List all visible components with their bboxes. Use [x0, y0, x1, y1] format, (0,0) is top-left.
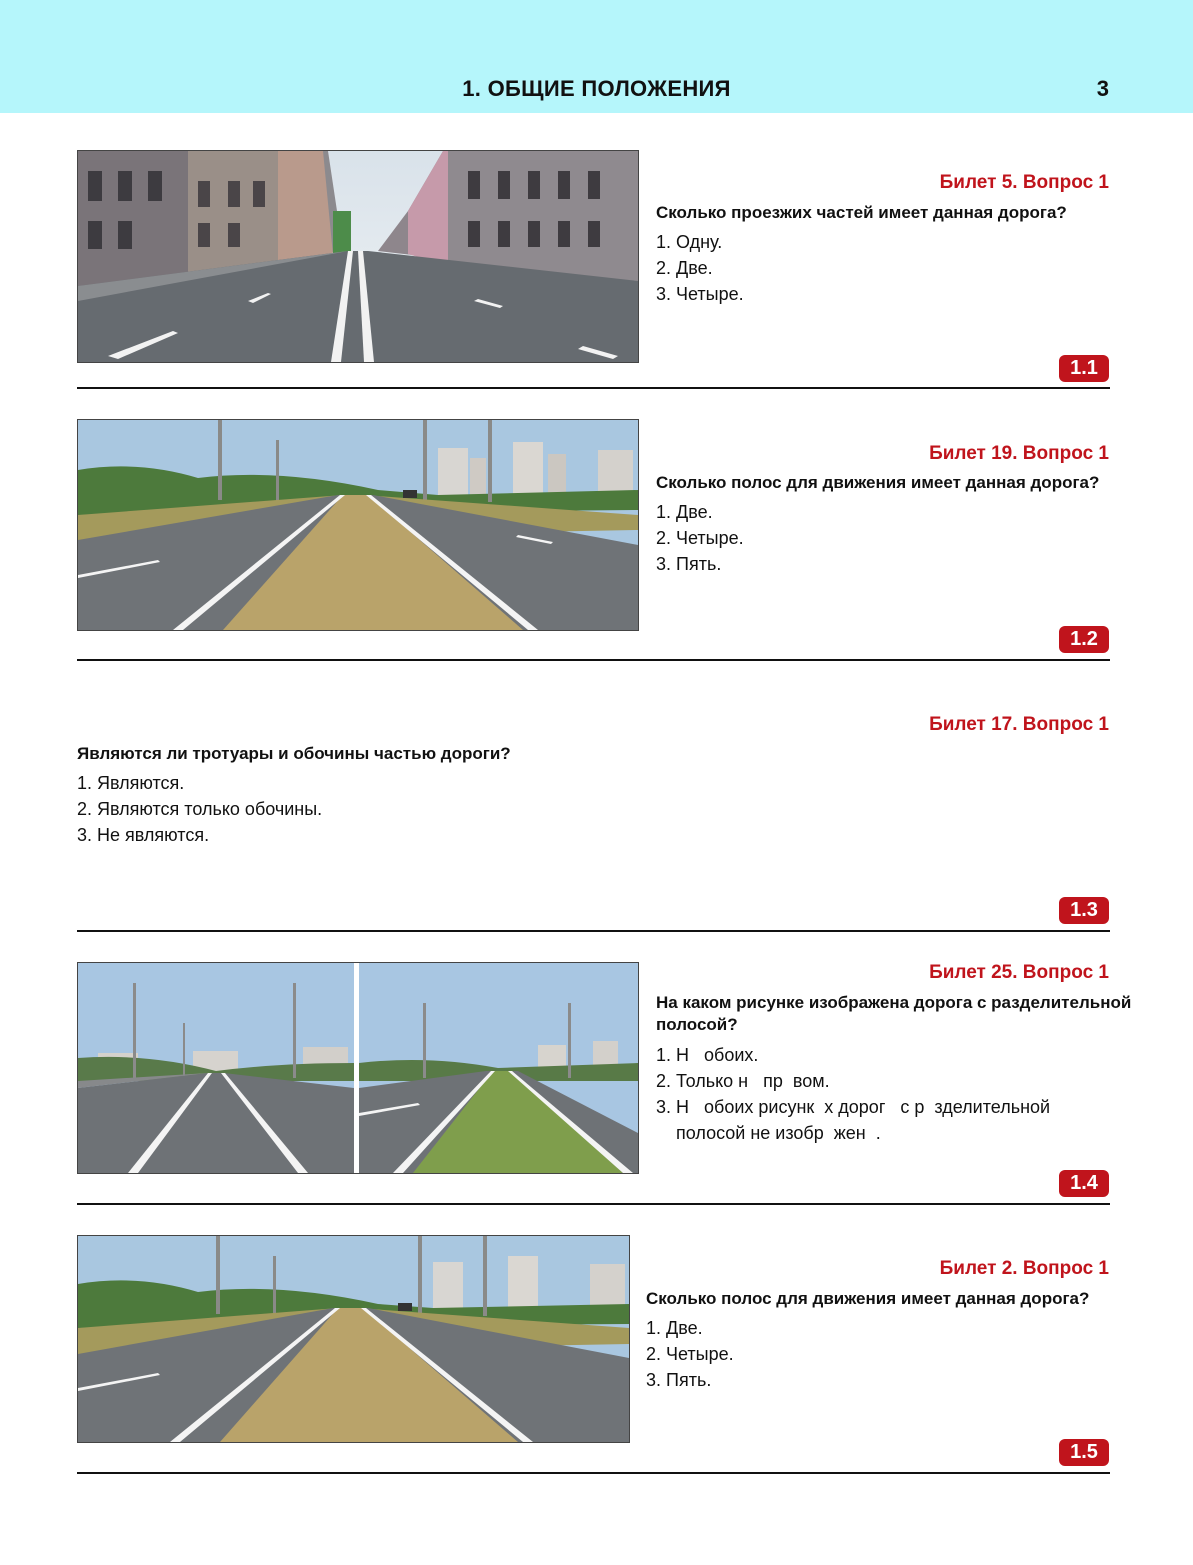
chapter-title: 1. ОБЩИЕ ПОЛОЖЕНИЯ: [462, 76, 731, 101]
answer-option[interactable]: 2. Четыре.: [656, 528, 744, 548]
answer-option[interactable]: 2. Две.: [656, 258, 713, 278]
answer-option[interactable]: 1. Н обоих.: [656, 1045, 759, 1065]
ticket-label: Билет 2. Вопрос 1: [939, 1258, 1109, 1279]
ticket-label: Билет 25. Вопрос 1: [929, 962, 1109, 983]
answer-option[interactable]: 1. Являются.: [77, 773, 185, 793]
answer-option[interactable]: 3. Не являются.: [77, 825, 210, 845]
answer-option[interactable]: 3. Пять.: [656, 554, 722, 574]
answer-list: [656, 229, 744, 307]
answer-option[interactable]: 2. Четыре.: [646, 1344, 734, 1364]
answer-option[interactable]: 2. Являются только обочины.: [77, 799, 323, 819]
answer-list: [646, 1315, 734, 1393]
section-divider: [77, 659, 1110, 661]
question-text-line2: полосой?: [656, 1015, 738, 1034]
section-divider: [77, 1472, 1110, 1474]
page-header: [0, 0, 1193, 113]
road-photo: [77, 419, 639, 631]
answer-option[interactable]: 3. Пять.: [646, 1370, 712, 1390]
answer-option[interactable]: 1. Две.: [656, 502, 713, 522]
question-number-badge: 1.4: [1059, 1170, 1109, 1197]
answer-list: [656, 1042, 1050, 1146]
two-roads-photo: [77, 962, 639, 1174]
question-text-line1: На каком рисунке изображена дорога с разделительной: [656, 993, 1132, 1012]
answer-list: [656, 499, 744, 577]
road-photo: [77, 1235, 630, 1443]
question-text: Сколько проезжих частей имеет данная дорога?: [656, 203, 1067, 222]
question-text: Сколько полос для движения имеет данная дорога?: [656, 473, 1100, 492]
answer-option[interactable]: 1. Одну.: [656, 232, 723, 252]
section-divider: [77, 930, 1110, 932]
question-number-badge: 1.1: [1059, 355, 1109, 382]
page-number: 3: [1096, 76, 1109, 101]
street-photo: [77, 150, 639, 363]
answer-option[interactable]: 1. Две.: [646, 1318, 703, 1338]
answer-option[interactable]: 2. Только н пр вом.: [656, 1071, 830, 1091]
answer-option[interactable]: 3. Четыре.: [656, 284, 744, 304]
ticket-label: Билет 5. Вопрос 1: [939, 172, 1109, 193]
answer-list: [77, 770, 322, 848]
question-number-badge: 1.3: [1059, 897, 1109, 924]
question-text: Сколько полос для движения имеет данная дорога?: [646, 1289, 1090, 1308]
section-divider: [77, 387, 1110, 389]
section-divider: [77, 1203, 1110, 1205]
question-number-badge: 1.2: [1059, 626, 1109, 653]
question-number-badge: 1.5: [1059, 1439, 1109, 1466]
answer-option[interactable]: 3. Н обоих рисунк х дорог с р зделительной: [656, 1097, 1051, 1117]
ticket-label: Билет 19. Вопрос 1: [929, 443, 1109, 464]
ticket-label: Билет 17. Вопрос 1: [929, 714, 1109, 735]
question-text: Являются ли тротуары и обочины частью дороги?: [77, 744, 511, 763]
answer-option-continuation: полосой не изобр жен .: [656, 1123, 881, 1143]
